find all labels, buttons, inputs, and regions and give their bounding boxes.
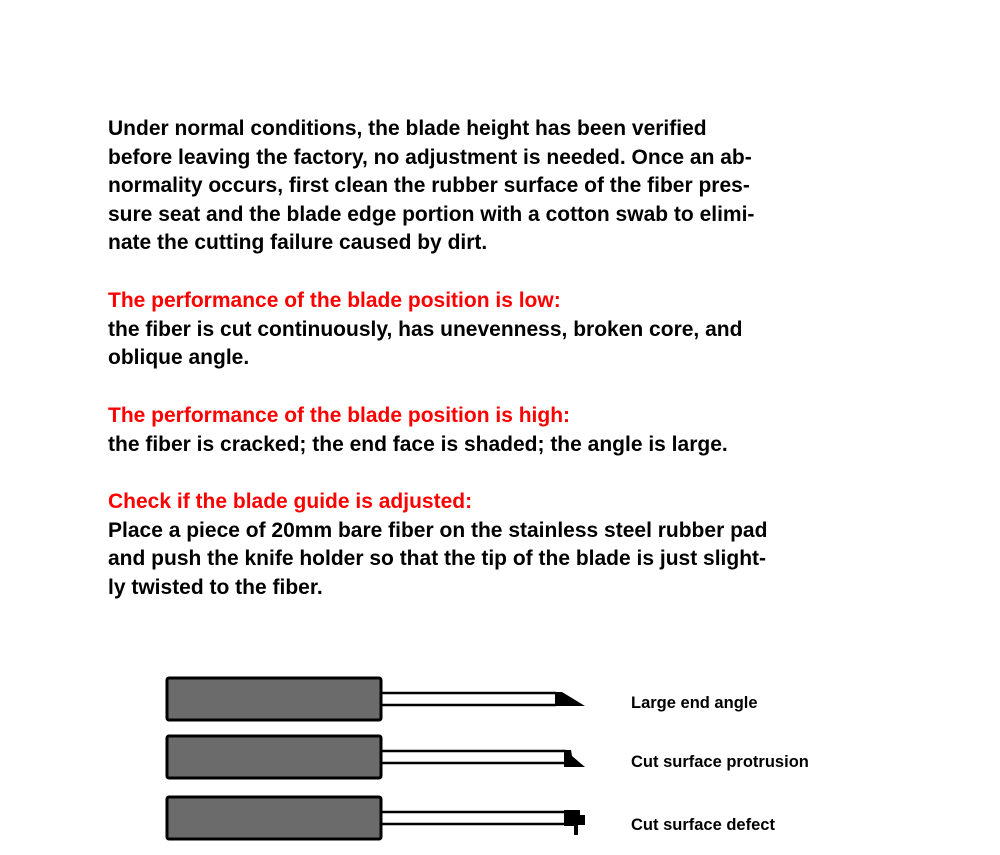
protruding-end-fiber-icon	[160, 734, 600, 784]
diagram-label: Cut surface defect	[631, 816, 775, 834]
section-body: Place a piece of 20mm bare fiber on the stainless steel rubber pad and push the knife holder so that the tip of the blade is just slight- ly twisted to the fiber.	[108, 518, 768, 599]
section-body: the fiber is cracked; the end face is shaded; the angle is large.	[108, 432, 728, 456]
section-heading: The performance of the blade position is high:	[108, 404, 571, 427]
section-blade-low	[108, 287, 908, 373]
defective-end-fiber-icon	[160, 795, 600, 845]
section-blade-high	[108, 402, 908, 459]
section-blade-guide-check	[108, 488, 908, 602]
intro-paragraph	[108, 115, 908, 258]
section-body: the fiber is cut continuously, has unevenness, broken core, and oblique angle.	[108, 317, 743, 370]
section-heading: The performance of the blade position is low:	[108, 289, 561, 312]
diagram-row-cut-surface-defect	[0, 795, 1000, 845]
angled-end-fiber-icon	[160, 676, 600, 726]
diagram-row-large-end-angle	[0, 676, 1000, 726]
intro-text: Under normal conditions, the blade height has been verified before leaving the factory, no adjustment is needed. Once an ab- normality occurs, first clean the rubber surface of the fiber pres- sure seat and the blade edge portion with a cotton swab to elimi- nate the cutting failure caused by dirt.	[108, 117, 755, 255]
diagram-label: Large end angle	[631, 694, 758, 712]
diagram-row-cut-surface-protrusion	[0, 734, 1000, 784]
diagram-label: Cut surface protrusion	[631, 753, 809, 771]
section-heading: Check if the blade guide is adjusted:	[108, 490, 473, 513]
